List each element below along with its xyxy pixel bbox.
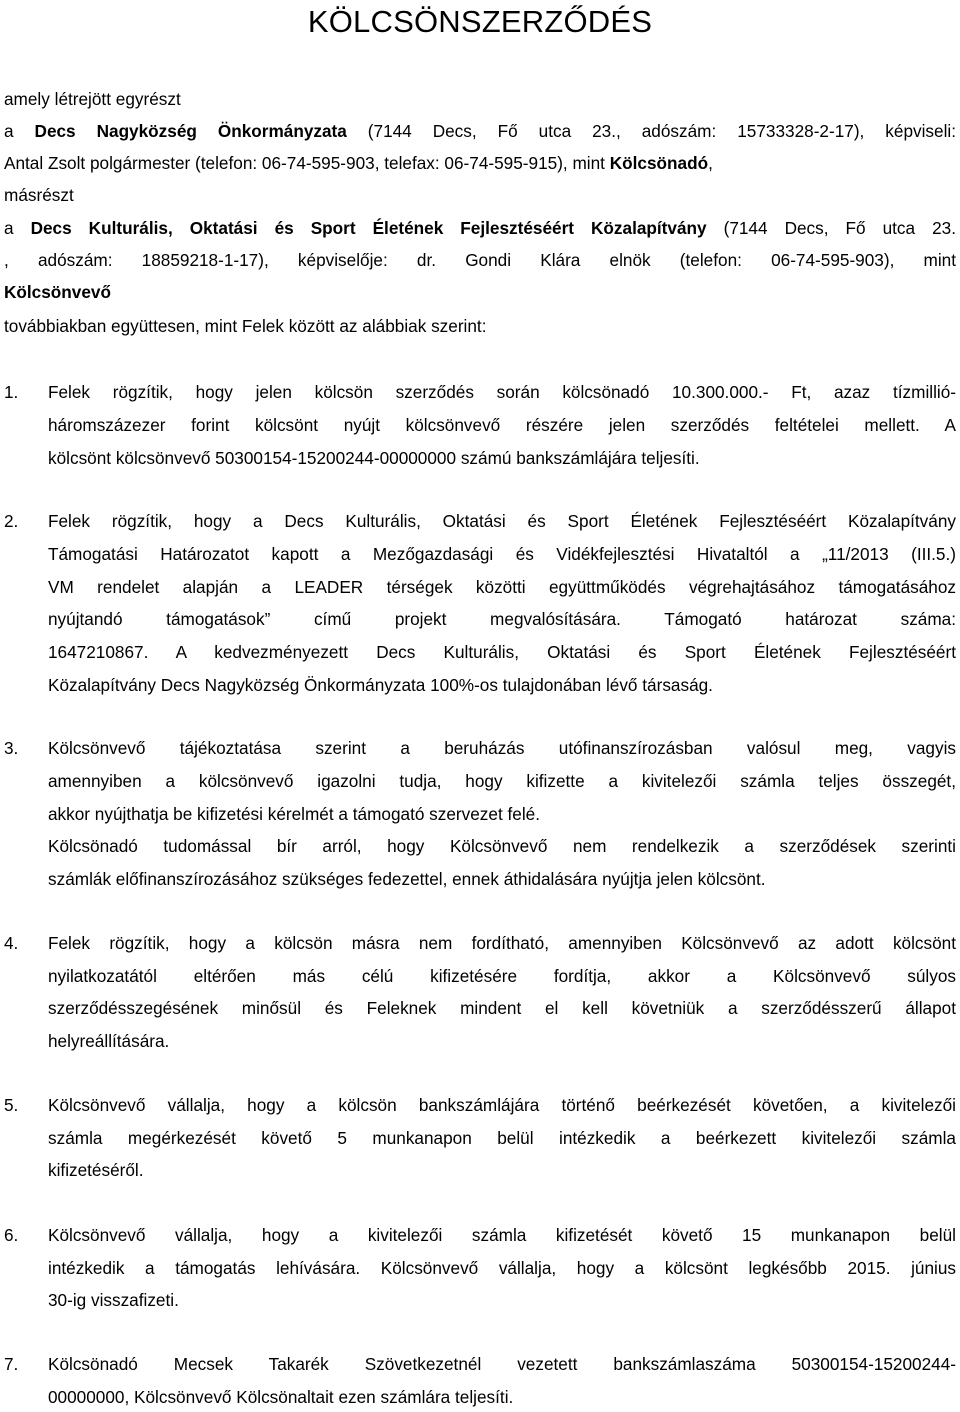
item-4-line: nyilatkozatától eltérően más célú kifizetésére fordítja, akkor a Kölcsönvevő súlyos xyxy=(48,966,956,986)
borrower-role: Kölcsönvevő xyxy=(4,282,111,302)
item-number: 3. xyxy=(4,738,19,758)
item-3-line: számlák előfinanszírozásához szükséges fedezettel, ennek áthidalására nyújtja jelen kölcsönt. xyxy=(48,869,766,889)
intro-text: (7144 Decs, Fő utca 23. xyxy=(706,218,956,238)
item-2-line: 1647210867. A kedvezményezett Decs Kulturális, Oktatási és Sport Életének Fejlesztéséért xyxy=(48,642,956,662)
intro-line-7 xyxy=(4,280,956,304)
item-number: 1. xyxy=(4,382,19,402)
intro-line-1 xyxy=(4,87,956,111)
item-3-line: Kölcsönvevő tájékoztatása szerint a beruházás utófinanszírozásban valósul meg, vagyis xyxy=(48,738,956,758)
intro-line-6 xyxy=(4,248,956,272)
borrower-name: Decs Kulturális, Oktatási és Sport Életének Fejlesztéséért Közalapítvány xyxy=(30,218,707,238)
item-5-line: számla megérkezését követő 5 munkanapon belül intézkedik a beérkezett kivitelezői számla xyxy=(48,1128,956,1148)
item-7-line: 00000000, Kölcsönvevő Kölcsönaltait ezen számlára teljesíti. xyxy=(48,1387,514,1407)
item-6-line: 30-ig visszafizeti. xyxy=(48,1290,179,1310)
item-3-line: Kölcsönadó tudomással bír arról, hogy Kölcsönvevő nem rendelkezik a szerződések szerinti xyxy=(48,836,956,856)
intro-line-3 xyxy=(4,151,956,175)
intro-text: Antal Zsolt polgármester (telefon: 06-74-595-903, telefax: 06-74-595-915), mint xyxy=(4,153,610,173)
item-4-line: szerződésszegésének minősül és Feleknek mindent el kell követniük a szerződésszerű állapot xyxy=(48,998,956,1018)
lender-role: Kölcsönadó xyxy=(609,153,709,173)
intro-text: továbbiakban együttesen, mint Felek között az alábbiak szerint: xyxy=(4,316,487,336)
item-3-line: amennyiben a kölcsönvevő igazolni tudja, hogy kifizette a kivitelezői számla teljes összegét, xyxy=(48,771,956,791)
intro-text: (7144 Decs, Fő utca 23., adószám: 15733328-2-17), képviseli: xyxy=(346,121,956,141)
item-number: 2. xyxy=(4,511,19,531)
document-title: KÖLCSÖNSZERZŐDÉS xyxy=(307,4,653,39)
item-7-line: Kölcsönadó Mecsek Takarék Szövetkezetnél vezetett bankszámlaszáma 50300154-15200244- xyxy=(48,1354,956,1374)
intro-line-4 xyxy=(4,183,956,207)
intro-text: a xyxy=(4,121,35,141)
intro-line-8 xyxy=(4,314,956,338)
item-1-line: háromszázezer forint kölcsönt nyújt kölcsönvevő részére jelen szerződés feltételei mellett. A xyxy=(48,415,956,435)
item-1-line: kölcsönt kölcsönvevő 50300154-15200244-00000000 számú bankszámlájára teljesíti. xyxy=(48,448,700,468)
intro-text: , xyxy=(708,153,713,173)
item-6-line: intézkedik a támogatás lehívására. Kölcsönvevő vállalja, hogy a kölcsönt legkésőbb 2015. június xyxy=(48,1258,956,1278)
item-2-line: nyújtandó támogatások” című projekt megvalósítására. Támogató határozat száma: xyxy=(48,609,956,629)
item-5-line: Kölcsönvevő vállalja, hogy a kölcsön bankszámlájára történő beérkezését követően, a kivitelezői xyxy=(48,1095,956,1115)
intro-text: amely létrejött egyrészt xyxy=(4,89,181,109)
item-1-line: Felek rögzítik, hogy jelen kölcsön szerződés során kölcsönadó 10.300.000.- Ft, azaz tízmillió- xyxy=(48,382,956,402)
item-number: 6. xyxy=(4,1225,19,1245)
intro-line-5 xyxy=(4,216,956,240)
item-2-line: Felek rögzítik, hogy a Decs Kulturális, Oktatási és Sport Életének Fejlesztéséért Közalapítvány xyxy=(48,511,956,531)
item-4-line: Felek rögzítik, hogy a kölcsön másra nem fordítható, amennyiben Kölcsönvevő az adott kölcsönt xyxy=(48,933,956,953)
item-number: 7. xyxy=(4,1354,19,1374)
item-2-line: Támogatási Határozatot kapott a Mezőgazdasági és Vidékfejlesztési Hivataltól a „11/2013 (III.5.) xyxy=(48,544,956,564)
item-number: 4. xyxy=(4,933,19,953)
item-number: 5. xyxy=(4,1095,19,1115)
intro-line-2 xyxy=(4,119,956,143)
lender-name: Decs Nagyközség Önkormányzata xyxy=(34,121,347,141)
intro-text: a xyxy=(4,218,31,238)
item-4-line: helyreállítására. xyxy=(48,1031,170,1051)
item-2-line: VM rendelet alapján a LEADER térségek közötti együttműködés végrehajtásához támogatásához xyxy=(48,577,956,597)
item-6-line: Kölcsönvevő vállalja, hogy a kivitelezői számla kifizetését követő 15 munkanapon belül xyxy=(48,1225,956,1245)
item-3-line: akkor nyújthatja be kifizetési kérelmét a támogató szervezet felé. xyxy=(48,804,540,824)
intro-text: másrészt xyxy=(4,185,74,205)
intro-text: , adószám: 18859218-1-17), képviselője: dr. Gondi Klára elnök (telefon: 06-74-595-903), mint xyxy=(4,250,956,270)
item-2-line: Közalapítvány Decs Nagyközség Önkormányzata 100%-os tulajdonában lévő társaság. xyxy=(48,675,713,695)
item-5-line: kifizetéséről. xyxy=(48,1160,144,1180)
